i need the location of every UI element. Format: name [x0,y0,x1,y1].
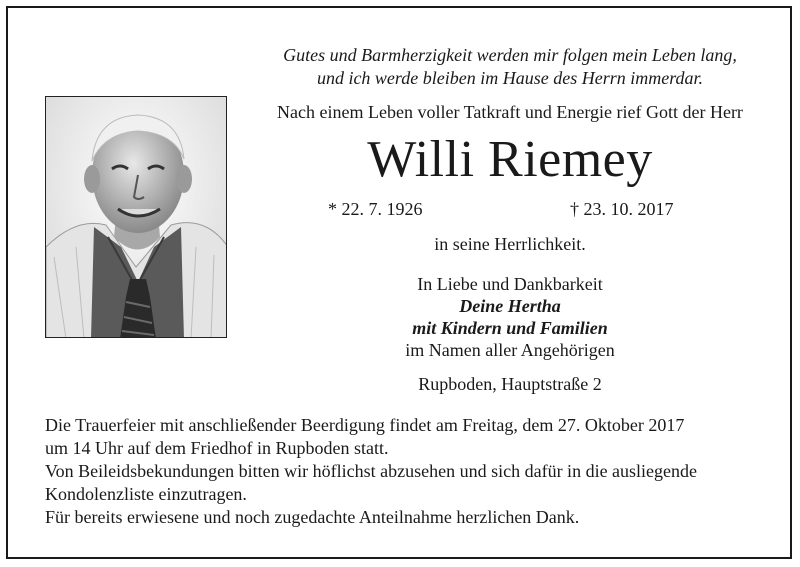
family-line-1: In Liebe und Dankbarkeit [417,274,603,294]
body-line-1: Die Trauerfeier mit anschließender Beerdigung findet am Freitag, dem 27. Oktober 2017 [45,415,685,435]
family-line-2: Deine Hertha [459,296,561,316]
verse-line-2: und ich werde bleiben im Hause des Herrn immerdar. [316,68,704,88]
body-line-5: Für bereits erwiesene und noch zugedachte Anteilnahme herzlichen Dank. [45,507,580,527]
death-date: † 23. 10. 2017 [570,199,674,219]
portrait-photo [45,96,227,338]
body-line-3: Von Beileidsbekundungen bitten wir höflichst abzusehen und sich dafür in die ausliegende [45,461,698,481]
family-line-3: mit Kindern und Familien [412,318,608,338]
verse-line-1: Gutes und Barmherzigkeit werden mir folgen mein Leben lang, [283,45,737,65]
birth-date: * 22. 7. 1926 [328,199,423,219]
address: Rupboden, Hauptstraße 2 [418,374,602,394]
family-signature [230,273,790,361]
portrait-illustration [46,97,227,338]
bible-verse [230,44,790,90]
deceased-name: Willi Riemey [367,131,653,188]
intro-line: Nach einem Leben voller Tatkraft und Energie rief Gott der Herr [277,102,743,122]
family-line-4: im Namen aller Angehörigen [405,340,615,360]
body-line-4: Kondolenzliste einzutragen. [45,484,247,504]
funeral-details [45,414,775,529]
glory-line: in seine Herrlichkeit. [434,234,586,254]
body-line-2: um 14 Uhr auf dem Friedhof in Rupboden statt. [45,438,389,458]
